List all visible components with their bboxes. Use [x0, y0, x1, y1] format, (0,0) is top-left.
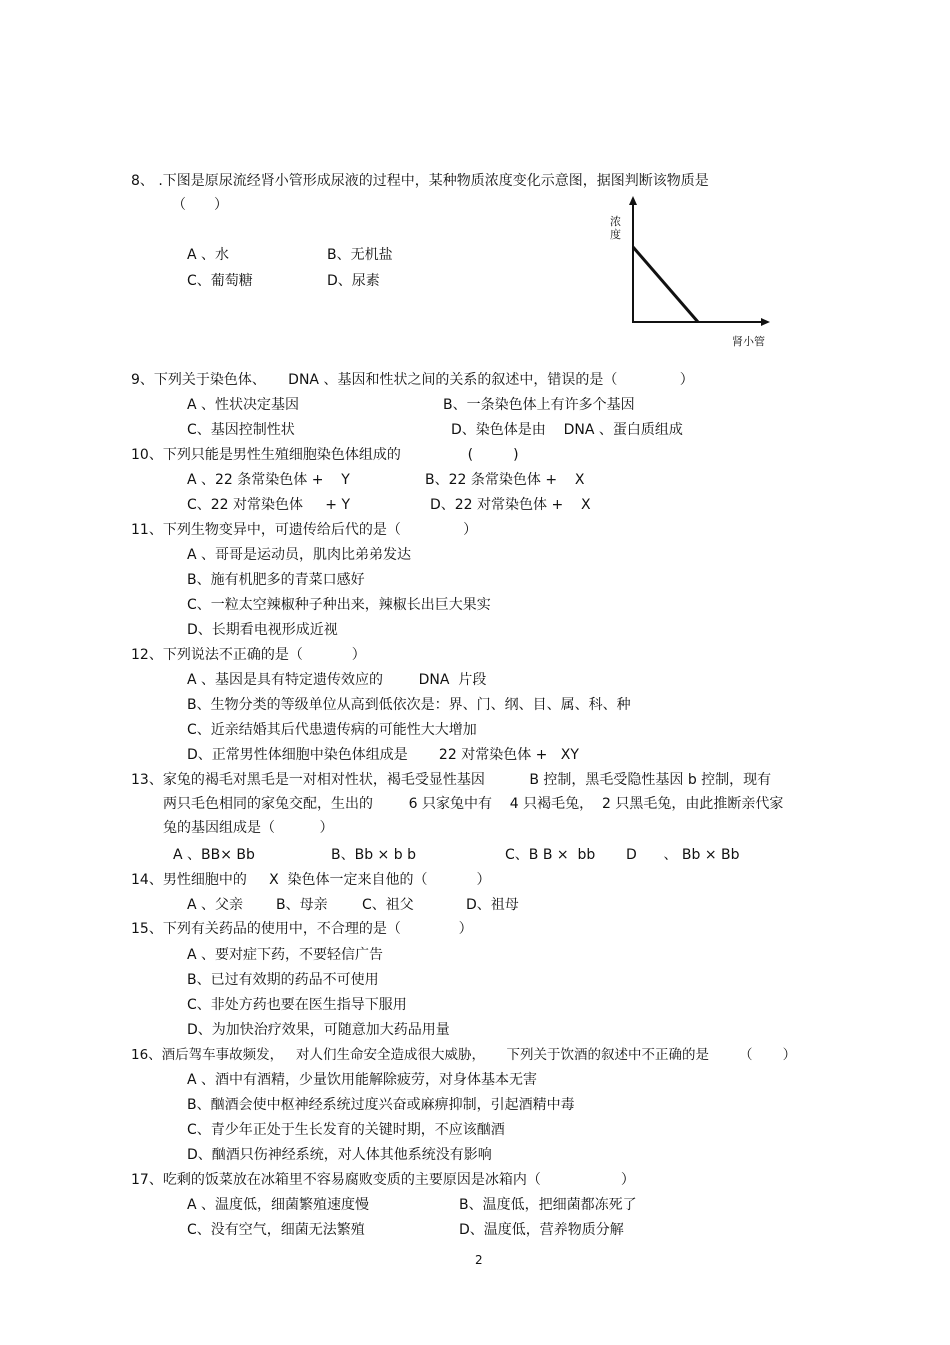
q8-option-b: B、无机盐 — [327, 247, 393, 263]
q12-option-a: A 、基因是具有特定遗传效应的 DNA 片段 — [187, 672, 487, 688]
q13-option-c: C、B B × bb — [505, 847, 596, 863]
q9-option-d: D、染色体是由 DNA 、蛋白质组成 — [451, 422, 683, 438]
q14-stem: 14、男性细胞中的 X 染色体一定来自他的（ ） — [131, 872, 491, 888]
concentration-graph-svg — [600, 195, 780, 355]
q14-option-d: D、祖母 — [466, 897, 519, 913]
graph-xlabel: 肾小管 — [732, 335, 765, 348]
q17-option-a: A 、温度低，细菌繁殖速度慢 — [187, 1197, 370, 1213]
q15-option-a: A 、要对症下药，不要轻信广告 — [187, 947, 384, 963]
q11-option-b: B、施有机肥多的青菜口感好 — [187, 572, 365, 588]
q13-stem-line-3: 兔的基因组成是（ ） — [163, 820, 334, 836]
q14-option-c: C、祖父 — [362, 897, 414, 913]
q17-stem: 17、吃剩的饭菜放在冰箱里不容易腐败变质的主要原因是冰箱内（ ） — [131, 1172, 635, 1188]
q17-option-d: D、温度低，营养物质分解 — [459, 1222, 624, 1238]
q13-stem-line-2: 两只毛色相同的家兔交配，生出的 6 只家兔中有 4 只褐毛兔， 2 只黑毛兔，由此推断亲代家 — [163, 796, 784, 812]
q8-option-c: C、葡萄糖 — [187, 273, 253, 289]
q13-option-d: D 、 Bb × Bb — [626, 847, 740, 863]
q10-option-b: B、22 条常染色体 + X — [425, 472, 585, 488]
q10-option-c: C、22 对常染色体 + Y — [187, 497, 351, 513]
q8-answer-paren: （ ） — [172, 197, 228, 213]
q17-option-c: C、没有空气，细菌无法繁殖 — [187, 1222, 365, 1238]
q9-option-b: B、一条染色体上有许多个基因 — [443, 397, 635, 413]
graph-ylabel-2: 度 — [610, 228, 621, 241]
q16-option-a: A 、酒中有酒精，少量饮用能解除疲劳，对身体基本无害 — [187, 1072, 538, 1088]
q14-option-b: B、母亲 — [276, 897, 328, 913]
q11-option-d: D、长期看电视形成近视 — [187, 622, 338, 638]
q8-stem: 8、 .下图是原尿流经肾小管形成尿液的过程中，某种物质浓度变化示意图，据图判断该物质是 — [131, 173, 709, 189]
y-axis-arrow — [629, 196, 637, 205]
q10-stem: 10、下列只能是男性生殖细胞染色体组成的 ( ) — [131, 447, 519, 463]
q9-option-c: C、基因控制性状 — [187, 422, 295, 438]
q12-option-b: B、生物分类的等级单位从高到低依次是：界、门、纲、目、属、科、种 — [187, 697, 631, 713]
q9-stem: 9、下列关于染色体、 DNA 、基因和性状之间的关系的叙述中，错误的是（ ） — [131, 372, 694, 388]
x-axis-arrow — [761, 318, 770, 326]
q16-option-c: C、青少年正处于生长发育的关键时期，不应该酗酒 — [187, 1122, 505, 1138]
q11-stem: 11、下列生物变异中，可遗传给后代的是（ ） — [131, 522, 478, 538]
q12-stem: 12、下列说法不正确的是（ ） — [131, 647, 366, 663]
q15-option-c: C、非处方药也要在医生指导下服用 — [187, 997, 407, 1013]
graph-ylabel-1: 浓 — [610, 215, 621, 228]
q10-option-d: D、22 对常染色体 + X — [430, 497, 591, 513]
q8-option-d: D、尿素 — [327, 273, 380, 289]
q13-stem-line-1: 13、家兔的褐毛对黑毛是一对相对性状，褐毛受显性基因 B 控制，黑毛受隐性基因 b 控制，现有 — [131, 772, 772, 788]
q12-option-c: C、近亲结婚其后代患遗传病的可能性大大增加 — [187, 722, 477, 738]
q9-option-a: A 、性状决定基因 — [187, 397, 300, 413]
q11-option-a: A 、哥哥是运动员，肌肉比弟弟发达 — [187, 547, 412, 563]
q16-option-d: D、酗酒只伤神经系统，对人体其他系统没有影响 — [187, 1147, 492, 1163]
concentration-graph — [600, 195, 780, 355]
q10-option-a: A 、22 条常染色体 + Y — [187, 472, 350, 488]
q13-option-a: A 、BB× Bb — [173, 847, 255, 863]
q11-option-c: C、一粒太空辣椒种子种出来，辣椒长出巨大果实 — [187, 597, 491, 613]
q8-option-a: A 、水 — [187, 247, 230, 263]
q12-option-d: D、正常男性体细胞中染色体组成是 22 对常染色体 + XY — [187, 747, 579, 763]
concentration-line — [633, 247, 698, 322]
q15-option-b: B、已过有效期的药品不可使用 — [187, 972, 379, 988]
q16-option-b: B、酗酒会使中枢神经系统过度兴奋或麻痹抑制，引起酒精中毒 — [187, 1097, 575, 1113]
q13-option-b: B、Bb × b b — [331, 847, 416, 863]
q14-option-a: A 、父亲 — [187, 897, 244, 913]
q17-option-b: B、温度低，把细菌都冻死了 — [459, 1197, 637, 1213]
page-number: 2 — [475, 1253, 483, 1267]
q16-stem: 16、酒后驾车事故频发， 对人们生命安全造成很大威胁， 下列关于饮酒的叙述中不正确的是 （ ） — [131, 1047, 797, 1063]
q15-option-d: D、为加快治疗效果，可随意加大药品用量 — [187, 1022, 450, 1038]
q15-stem: 15、下列有关药品的使用中，不合理的是（ ） — [131, 921, 473, 937]
